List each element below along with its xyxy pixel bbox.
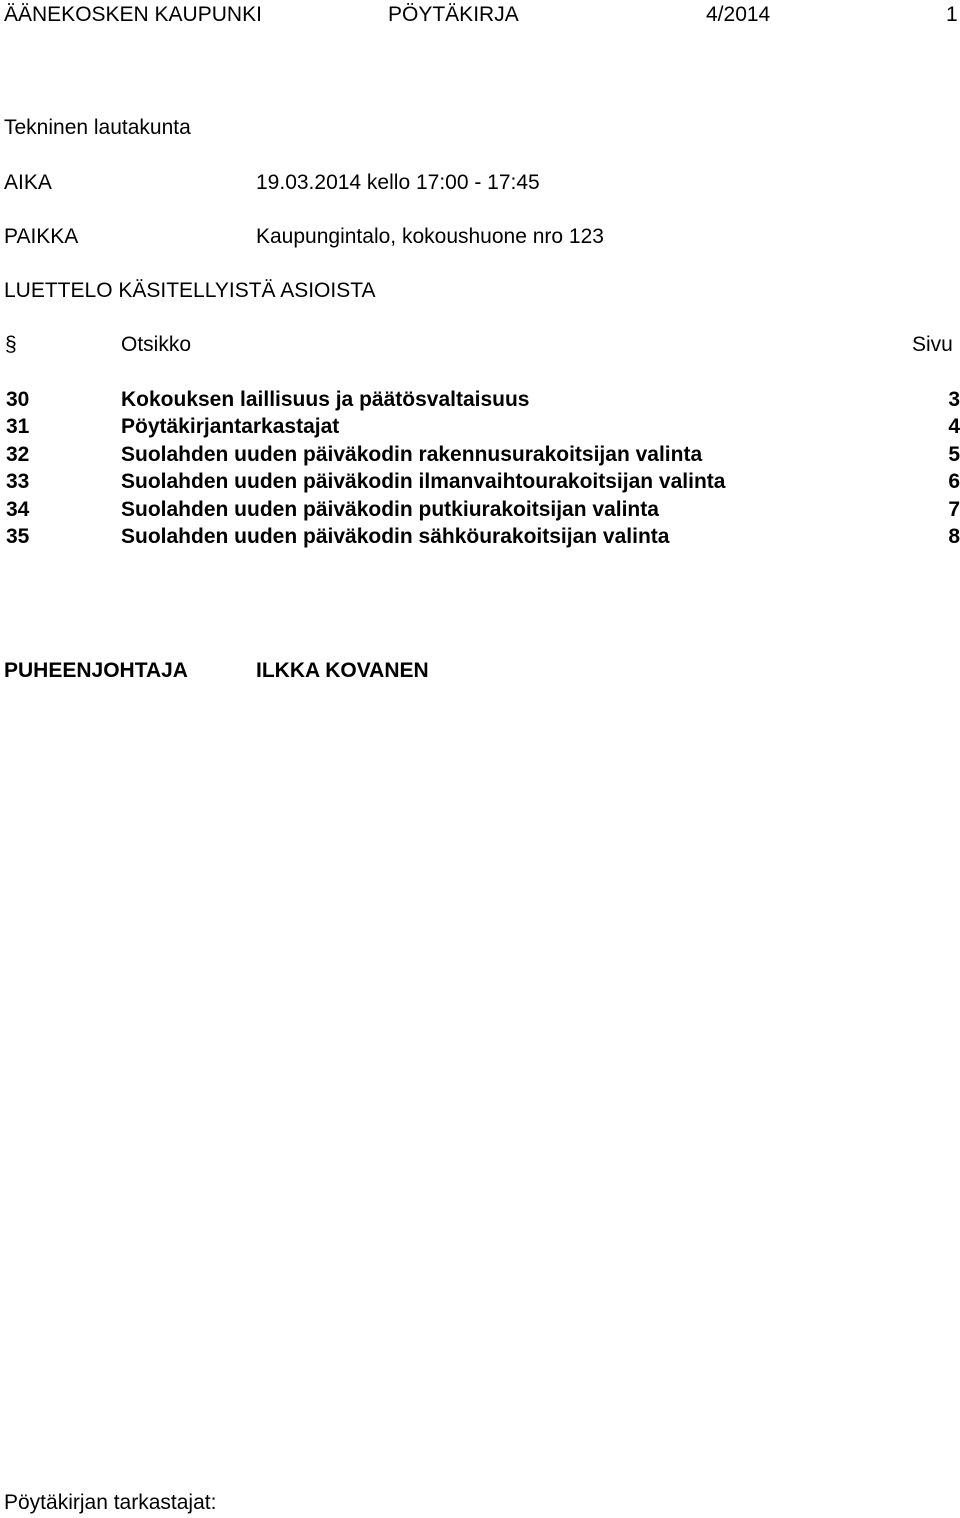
- item-number: 32: [6, 443, 30, 466]
- place-label: PAIKKA: [4, 225, 79, 248]
- item-title: Kokouksen laillisuus ja päätösvaltaisuus: [121, 388, 530, 411]
- chair-label: PUHEENJOHTAJA: [4, 659, 188, 682]
- time-label: AIKA: [4, 171, 52, 194]
- item-title: Suolahden uuden päiväkodin ilmanvaihtourakoitsijan valinta: [121, 470, 726, 493]
- item-number: 31: [6, 415, 30, 438]
- place-value: Kaupungintalo, kokoushuone nro 123: [256, 225, 604, 248]
- column-title-header: Otsikko: [121, 333, 192, 356]
- organization-name: ÄÄNEKOSKEN KAUPUNKI: [4, 3, 262, 26]
- item-title: Suolahden uuden päiväkodin sähköurakoitsijan valinta: [121, 525, 670, 548]
- item-number: 30: [6, 388, 30, 411]
- column-page-header: Sivu: [912, 333, 953, 356]
- time-value: 19.03.2014 kello 17:00 - 17:45: [256, 171, 540, 194]
- item-title: Suolahden uuden päiväkodin putkiurakoitsijan valinta: [121, 498, 659, 521]
- item-page: 7: [948, 498, 960, 521]
- reviewers-label: Pöytäkirjan tarkastajat:: [4, 1491, 217, 1514]
- item-title: Suolahden uuden päiväkodin rakennusurakoitsijan valinta: [121, 443, 703, 466]
- item-page: 3: [948, 388, 960, 411]
- item-page: 5: [948, 443, 960, 466]
- item-number: 35: [6, 525, 30, 548]
- item-title: Pöytäkirjantarkastajat: [121, 415, 340, 438]
- item-number: 33: [6, 470, 30, 493]
- committee-name: Tekninen lautakunta: [4, 116, 191, 139]
- item-number: 34: [6, 498, 30, 521]
- document-number: 4/2014: [706, 3, 771, 26]
- item-page: 6: [948, 470, 960, 493]
- item-page: 4: [948, 415, 960, 438]
- section-symbol: §: [5, 333, 17, 356]
- chair-name: ILKKA KOVANEN: [256, 659, 429, 682]
- list-heading: LUETTELO KÄSITELLYISTÄ ASIOISTA: [4, 279, 376, 302]
- item-page: 8: [948, 525, 960, 548]
- document-type: PÖYTÄKIRJA: [388, 3, 519, 26]
- page-number: 1: [946, 3, 958, 26]
